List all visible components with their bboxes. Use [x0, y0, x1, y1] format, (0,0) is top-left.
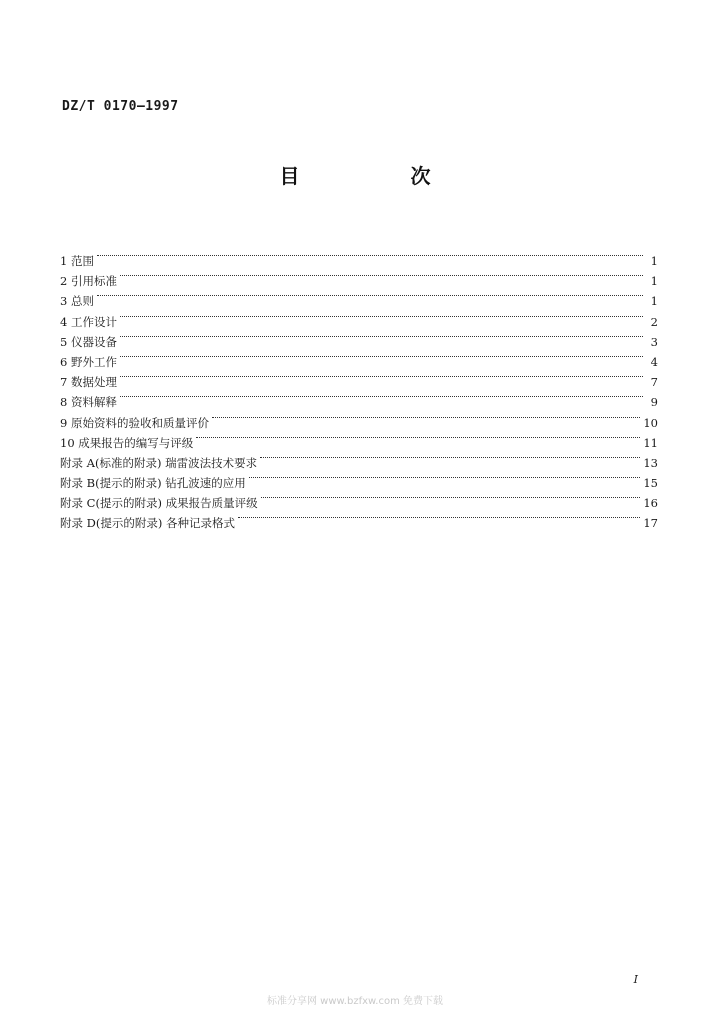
toc-entry-5[interactable] [60, 326, 658, 349]
toc-title: 目 次 [279, 164, 483, 188]
toc-entry-2[interactable] [60, 265, 658, 289]
toc-entry-label: 10 成果报告的编写与评级 [60, 435, 194, 450]
toc-leader-dots [120, 346, 643, 366]
toc-entry-label: 4 工作设计 [60, 314, 117, 329]
toc-entry-7[interactable] [60, 366, 658, 390]
toc-leader-dots [196, 427, 640, 447]
toc-entry-8[interactable] [60, 386, 658, 410]
toc-entry-page: 9 [650, 395, 658, 410]
toc-entry-label: 附录 C(提示的附录) 成果报告质量评级 [60, 496, 258, 511]
toc-entry-label: 5 仪器设备 [60, 334, 117, 349]
toc-entry-label: 1 范围 [60, 254, 94, 268]
toc-entry-page: 11 [643, 435, 658, 450]
toc-entry-label: 2 引用标准 [60, 274, 117, 289]
page-number: I [633, 973, 638, 986]
toc-entry-label: 附录 A(标准的附录) 瑞雷波法技术要求 [60, 455, 258, 470]
toc-leader-dots [120, 326, 643, 346]
watermark-text: 标准分享网 www.bzfxw.com 免费下载 [267, 996, 443, 1007]
toc-entry-page: 13 [643, 455, 658, 470]
toc-entry-page: 4 [650, 354, 658, 369]
toc-entry-label: 3 总则 [60, 294, 94, 309]
toc-entry-page: 15 [643, 476, 658, 491]
toc-entry-page: 10 [643, 415, 658, 430]
toc-leader-dots [249, 467, 641, 487]
toc-leader-dots [261, 487, 641, 507]
toc-entry-4[interactable] [60, 306, 658, 329]
table-of-contents [60, 245, 658, 531]
standard-code: DZ/T 0170—1997 [62, 99, 179, 114]
toc-leader-dots [120, 306, 643, 326]
toc-entry-page: 1 [650, 274, 658, 289]
toc-entry-page: 1 [650, 254, 658, 268]
toc-leader-dots [260, 447, 640, 467]
toc-entry-page: 17 [643, 516, 658, 531]
toc-entry-1[interactable] [60, 245, 658, 268]
toc-entry-page: 3 [650, 334, 658, 349]
toc-entry-label: 附录 B(提示的附录) 钻孔波速的应用 [60, 476, 246, 491]
toc-leader-dots [212, 407, 640, 427]
toc-leader-dots [120, 265, 643, 285]
toc-entry-label: 6 野外工作 [60, 354, 117, 369]
toc-entry-label: 7 数据处理 [60, 375, 117, 390]
toc-entry-label: 附录 D(提示的附录) 各种记录格式 [60, 516, 236, 531]
toc-leader-dots [97, 285, 643, 305]
toc-leader-dots [97, 245, 643, 265]
toc-entry-9[interactable] [60, 407, 658, 430]
toc-entry-label: 9 原始资料的验收和质量评价 [60, 415, 209, 430]
toc-entry-page: 1 [650, 294, 658, 309]
toc-entry-6[interactable] [60, 346, 658, 369]
toc-entry-page: 7 [650, 375, 658, 390]
toc-entry-page: 2 [650, 314, 658, 329]
toc-leader-dots [120, 386, 643, 406]
toc-leader-dots [120, 366, 643, 386]
toc-leader-dots [238, 507, 640, 527]
toc-entry-page: 16 [643, 496, 658, 511]
toc-entry-label: 8 资料解释 [60, 395, 117, 410]
toc-entry-3[interactable] [60, 285, 658, 309]
